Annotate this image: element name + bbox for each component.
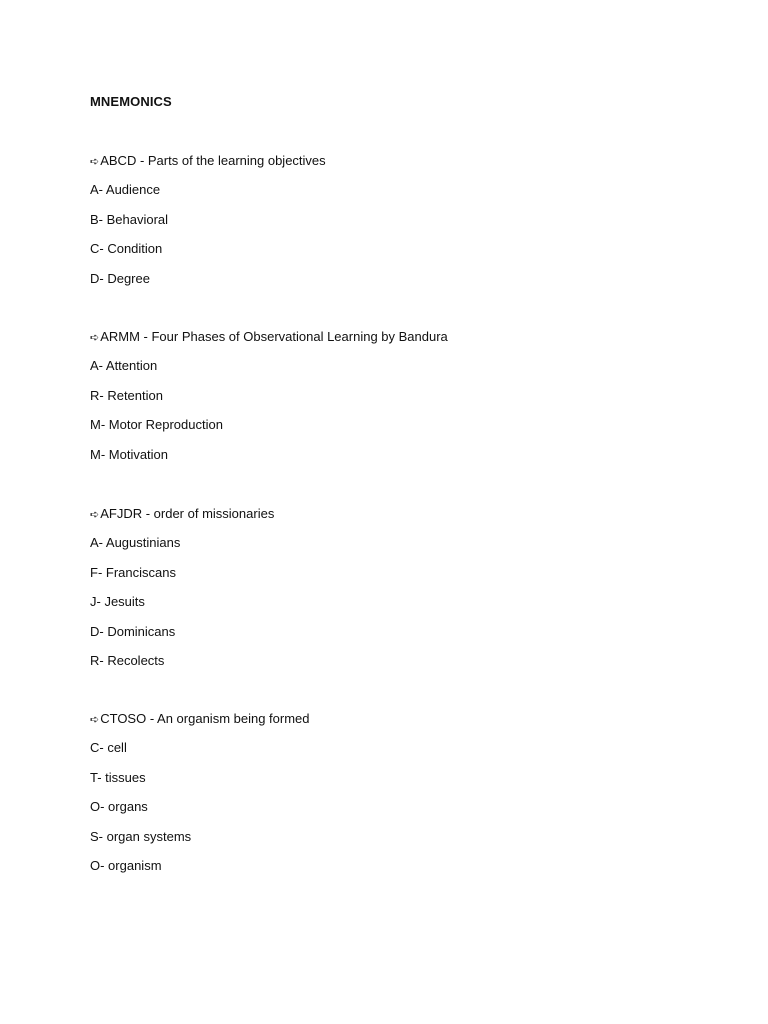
list-item: R- Recolects [90, 652, 165, 668]
list-item: S- organ systems [90, 828, 192, 844]
list-item: R- Retention [90, 387, 163, 403]
mnemonic-section-afjdr [90, 505, 274, 681]
list-item: O- organism [90, 857, 162, 873]
list-item: M- Motivation [90, 446, 169, 462]
list-item: A- Audience [90, 182, 161, 198]
section-heading [90, 328, 448, 357]
arrow-icon: ➪ [90, 714, 100, 726]
list-item: D- Degree [90, 270, 150, 286]
arrow-icon: ➪ [90, 509, 100, 521]
arrow-icon: ➪ [90, 332, 100, 344]
list-item: O- organs [90, 799, 148, 815]
mnemonic-section-armm [90, 328, 448, 475]
section-heading-text: CTOSO - An organism being formed [100, 711, 310, 726]
list-item: C- Condition [90, 241, 163, 257]
section-heading-text: AFJDR - order of missionaries [100, 506, 275, 521]
list-item: A- Attention [90, 358, 158, 374]
list-item: J- Jesuits [90, 594, 145, 610]
list-item: D- Dominicans [90, 623, 176, 639]
arrow-icon: ➪ [90, 156, 100, 168]
list-item: C- cell [90, 740, 127, 756]
mnemonic-section-ctoso [90, 710, 310, 886]
section-heading [90, 710, 310, 739]
section-heading-text: ARMM - Four Phases of Observational Learning by Bandura [100, 329, 448, 344]
page-title: MNEMONICS [90, 94, 172, 109]
mnemonic-section-abcd [90, 152, 326, 299]
list-item: T- tissues [90, 769, 146, 785]
section-heading [90, 505, 274, 534]
list-item: M- Motor Reproduction [90, 417, 223, 433]
list-item: F- Franciscans [90, 564, 176, 580]
section-heading-text: ABCD - Parts of the learning objectives [100, 153, 326, 168]
list-item: B- Behavioral [90, 211, 169, 227]
section-heading [90, 152, 326, 181]
list-item: A- Augustinians [90, 535, 181, 551]
